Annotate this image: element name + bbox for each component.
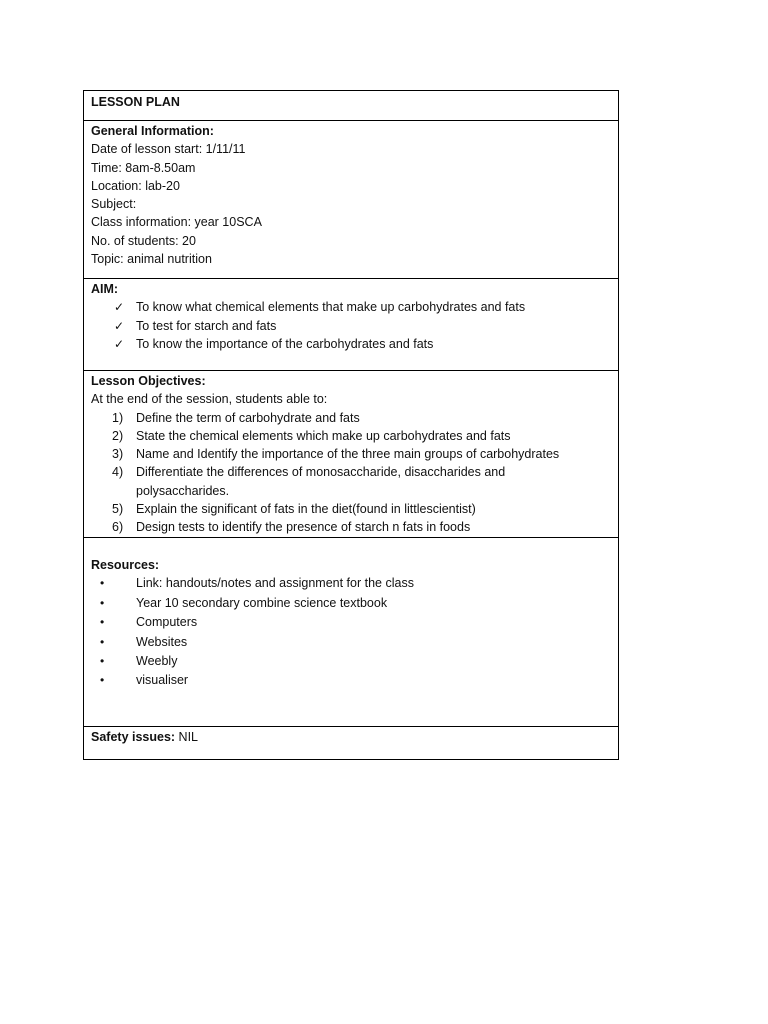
- objective-number: 3): [112, 447, 124, 462]
- objective-text: Name and Identify the importance of the three main groups of carbohydrates: [136, 447, 560, 462]
- lesson-time: Time: 8am-8.50am: [91, 160, 196, 175]
- aim-item: [91, 298, 611, 316]
- objective-item: [91, 518, 611, 536]
- resource-item-text: visualiser: [136, 673, 189, 688]
- resource-item-text: Year 10 secondary combine science textbook: [136, 595, 388, 610]
- resource-item: [91, 652, 611, 671]
- lesson-start-date: Date of lesson start: 1/11/11: [91, 142, 246, 157]
- bullet-icon: •: [100, 634, 105, 649]
- general-information-cell: [84, 121, 618, 279]
- aim-item-text: To test for starch and fats: [136, 318, 277, 333]
- objective-number: 1): [112, 410, 124, 425]
- lesson-topic: Topic: animal nutrition: [91, 252, 212, 267]
- checkmark-icon: ✓: [114, 300, 125, 315]
- resource-item: [91, 594, 611, 613]
- objective-text: Design tests to identify the presence of starch n fats in foods: [136, 520, 471, 535]
- safety-issues-value: NIL: [175, 730, 199, 744]
- lesson-objectives-intro: At the end of the session, students able to:: [91, 392, 328, 407]
- objective-number: 5): [112, 502, 124, 517]
- objectives-list: [91, 409, 611, 537]
- lesson-objectives-cell: [84, 371, 618, 538]
- safety-issues-label: Safety issues:: [91, 730, 176, 744]
- objective-item: [91, 445, 611, 463]
- lesson-objectives-heading: Lesson Objectives:: [91, 374, 206, 388]
- objective-text: Explain the significant of fats in the diet(found in littlescientist): [136, 502, 476, 517]
- objective-item: [91, 427, 611, 445]
- objective-number: 4): [112, 465, 124, 480]
- objective-number: 2): [112, 428, 124, 443]
- number-of-students: No. of students: 20: [91, 233, 196, 248]
- aim-item: [91, 335, 611, 353]
- bullet-icon: •: [100, 576, 105, 591]
- objective-number: 6): [112, 520, 124, 535]
- aim-item: [91, 317, 611, 335]
- aim-item-text: To know the importance of the carbohydrates and fats: [136, 336, 434, 351]
- resource-item: [91, 574, 611, 593]
- resource-item: [91, 633, 611, 652]
- bullet-icon: •: [100, 673, 105, 688]
- resources-heading: Resources:: [91, 558, 160, 572]
- resources-cell: [84, 538, 618, 727]
- objective-item: [91, 409, 611, 427]
- resource-item-text: Link: handouts/notes and assignment for the class: [136, 576, 414, 591]
- bullet-icon: •: [100, 653, 105, 668]
- lesson-subject: Subject:: [91, 197, 137, 212]
- aim-item-text: To know what chemical elements that make up carbohydrates and fats: [136, 300, 526, 315]
- resource-item: [91, 613, 611, 632]
- resource-item: [91, 671, 611, 690]
- objective-text: Define the term of carbohydrate and fats: [136, 410, 360, 425]
- resource-item-text: Computers: [136, 615, 198, 630]
- aim-heading: AIM:: [91, 282, 119, 296]
- bullet-icon: •: [100, 615, 105, 630]
- resources-list: [91, 574, 611, 690]
- general-information-heading: General Information:: [91, 124, 214, 138]
- aim-list: [91, 298, 611, 353]
- lesson-plan-title: LESSON PLAN: [91, 95, 180, 109]
- safety-issues-cell: [84, 727, 618, 759]
- aim-cell: [84, 279, 618, 371]
- resource-item-text: Websites: [136, 634, 188, 649]
- objective-item: [91, 500, 611, 518]
- checkmark-icon: ✓: [114, 336, 125, 351]
- title-cell: [84, 91, 618, 121]
- objective-item: [91, 463, 611, 500]
- objective-text: Differentiate the differences of monosaccharide, disaccharides and polysaccharides.: [136, 465, 506, 498]
- objective-text: State the chemical elements which make up carbohydrates and fats: [136, 428, 511, 443]
- class-information: Class information: year 10SCA: [91, 215, 262, 230]
- lesson-location: Location: lab-20: [91, 178, 180, 193]
- checkmark-icon: ✓: [114, 318, 125, 333]
- bullet-icon: •: [100, 595, 105, 610]
- resource-item-text: Weebly: [136, 653, 178, 668]
- lesson-plan-table: [83, 90, 619, 760]
